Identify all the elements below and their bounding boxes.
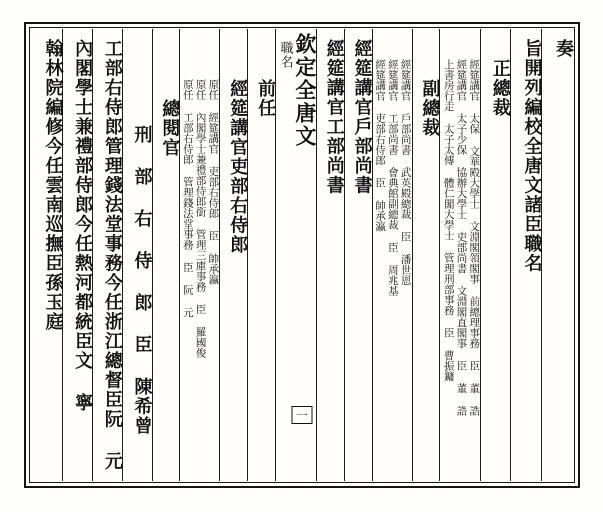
column-former-post-names [179, 29, 219, 481]
page-number: 一 [292, 406, 313, 424]
column-official-ruanyuan [92, 29, 122, 481]
column-official-wenning [62, 29, 92, 481]
column-official-sunyuting [31, 29, 62, 481]
column-text: 翰林院編修今任雲南巡撫臣孫玉庭 [42, 39, 64, 332]
column-text: 經筵講官工部尚書 [323, 39, 345, 195]
column-subline: 原任 工部右侍郎 管理錢法堂事務 臣 阮 元 [181, 79, 194, 318]
column-subline: 原任 經筵講官 吏部右侍郎 臣 帥承瀛 [207, 79, 220, 285]
column-official-libu [219, 29, 247, 481]
column-official-xingbu [122, 29, 152, 481]
column-text: 工部右侍郎管理錢法堂事務今任浙江總督臣阮 元 [101, 39, 123, 471]
column-subline: 經筵講官 太子少保 協辦大學士 吏部尚書 文淵閣直閣事 臣 董 誥 [455, 59, 468, 416]
column-title-line [510, 29, 542, 481]
column-text: 經筵講官吏部右侍郎 [227, 79, 249, 255]
column-subline: 經筵講官 吏部右侍郎 臣 帥承瀛 [374, 59, 387, 232]
column-official-gongbu [316, 29, 344, 481]
book-title: 欽定全唐文 [292, 33, 317, 148]
column-text: 奏 [553, 39, 574, 59]
column-text: 前任 [255, 79, 277, 118]
page-border-outer [24, 22, 580, 488]
column-official-hubu [344, 29, 372, 481]
column-former-post-heading [247, 29, 275, 481]
column-subline: 原任 內閣學士兼禮部侍郎銜 管理三庫事務 臣 羅國俊 [194, 79, 207, 358]
column-chief-editor-names [439, 29, 480, 481]
column-text: 正總裁 [489, 59, 511, 118]
column-text: 旨開列編校全唐文諸臣職名 [521, 39, 543, 273]
column-deputy-editor-heading [412, 29, 440, 481]
column-text: 副總裁 [419, 79, 441, 138]
column-memorial-mark [541, 29, 573, 481]
column-deputy-editor-names [372, 29, 412, 481]
column-general-reviewer-heading [152, 29, 180, 481]
column-subline: 經筵講官 戶部尚書 武英殿總裁 臣 潘世恩 [399, 59, 412, 286]
column-text: 總閱官 [159, 99, 181, 158]
column-subline: 上書房行走 太子太傅 體仁閣大學士 管理刑部事務 臣 曹振鏞 [442, 59, 455, 382]
column-text: 刑 部 右 侍 郎 臣 陳希曾 [131, 125, 153, 436]
column-subline: 經筵講官 太保 文華殿大學士 文淵閣領閣事 前總理事務 臣 董 誥 [468, 59, 481, 416]
column-text: 內閣學士兼禮部侍郎今任熱河都統臣文 寧 [72, 39, 94, 413]
column-text: 經筵講官戶部尚書 [351, 39, 373, 195]
column-chief-editor-heading [480, 29, 510, 481]
section-label-zhiming: 職名 [277, 41, 293, 69]
column-subline: 經筵講官 工部尚書 會典館副總裁 臣 周兆基 [386, 59, 399, 296]
